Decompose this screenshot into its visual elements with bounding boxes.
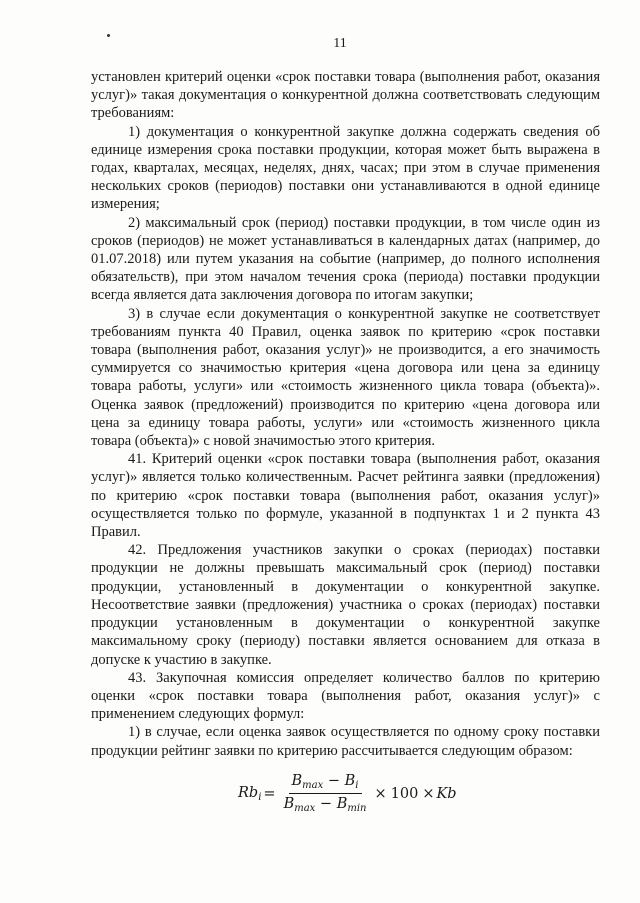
formula-hundred: 100 [390,785,419,802]
document-body [91,68,600,760]
paragraph-intro: установлен критерий оценки «срок поставки товара (выполнения работ, оказания услуг)» такая документация о конкурентной должна соответствовать следующим требованиям: [91,69,600,122]
paragraph-41: 41. Критерий оценки «срок поставки товара (выполнения работ, оказания услуг)» является только количественным. Расчет рейтинга заявки (предложения) по критерию «срок поставки товара (выполнения работ, оказания услуг)» осуществляется только по формуле, указанной в подпунктах 1 и 2 пункта 43 Правил. [91,451,600,541]
formula-rhs: Kb [436,785,457,802]
formula-lhs: $Rb_i$ [238,784,262,803]
paragraph-item-3: 3) в случае если документация о конкурентной закупке не соответствует требованиям пункта 40 Правил, оценка заявок по критерию «срок поставки товара (выполнения работ, оказания услуг)» не производится, а его значимость суммируется со значимостью критерия «цена договора или цена за единицу товара работы, услуги» или «стоимость жизненного цикла товара (объекта)». Оценка заявок (предложений) производится по критерию «цена договора или цена за единицу товара работы, услуги» или «стоимость жизненного цикла товара (объекта)» с новой значимостью этого критерия. [91,305,600,450]
paragraph-item-1: 1) документация о конкурентной закупке должна содержать сведения об единице измерения срока поставки продукции, которая может быть выражена в годах, кварталах, месяцах, неделях, днях, часах; при этом в случае применения нескольких сроков (периодов) поставки они устанавливаются в одной единице измерения; [91,123,600,213]
formula-equals: = [263,785,276,802]
formula-numerator: $B_{max} - B_i$ [289,773,362,794]
paragraph-item-2: 2) максимальный срок (период) поставки продукции, в том числе один из сроков (периодов) не может устанавливаться в календарных датах (например, до 01.07.2018) или путем указания на событие (например, до полного исполнения обязательств), при этом началом течения срока (периода) поставки продукции всегда является дата заключения договора по итогам закупки; [91,214,600,304]
formula-times-1: × [374,785,387,802]
paragraph-42: 42. Предложения участников закупки о сроках (периодах) поставки продукции не должны превышать максимальный срок (период) поставки продукции, установленный в документации о конкурентной закупке. Несоответствие заявки (предложения) участника о сроках (периодах) поставки продукции установленным в документации о конкурентной закупке максимальному сроку (периоду) поставки является основанием для отказа в допуске к участию в закупке. [91,542,600,668]
paragraph-43: 43. Закупочная комиссия определяет количество баллов по критерию оценки «срок поставки товара (выполнения работ, оказания услуг)» с применением следующих формул: [91,669,600,723]
formula-fraction [281,773,370,814]
paragraph-43-item-1: 1) в случае, если оценка заявок осуществляется по одному сроку поставки продукции рейтинг заявки по критерию рассчитывается следующим образом: [91,724,600,759]
page-number: 11 [333,36,347,51]
rating-formula [238,773,457,814]
formula-denominator: $B_{max} - B_{min}$ [283,796,367,814]
formula-times-2: × [422,785,435,802]
